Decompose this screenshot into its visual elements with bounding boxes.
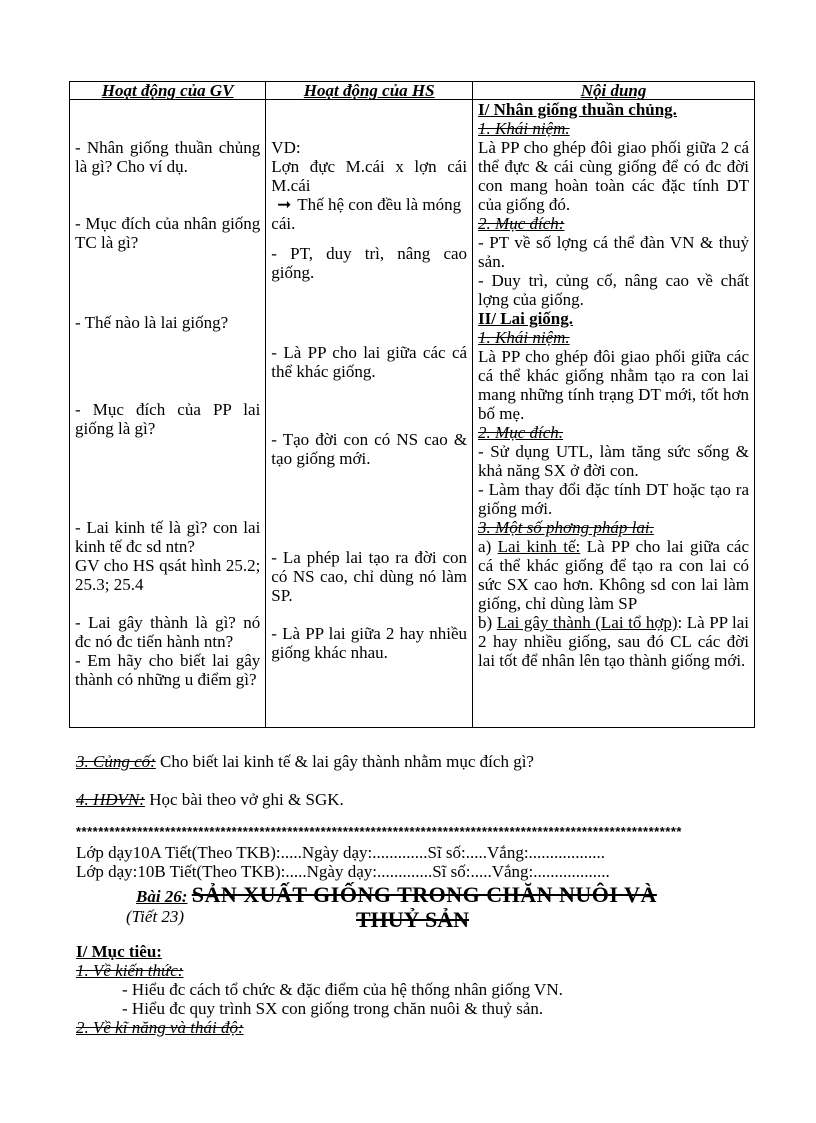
knowledge-item-1: - Hiểu đc cách tổ chức & đặc điểm của hệ thống nhân giống VN. — [122, 980, 563, 999]
hs-vd-line1: Lợn đực M.cái x lợn cái M.cái — [271, 157, 468, 195]
hs-a2: - PT, duy trì, nâng cao giống. — [271, 244, 468, 282]
hs-vd: VD: — [271, 138, 301, 157]
gv-q6: GV cho HS qsát hình 25.2; 25.3; 25.4 — [75, 556, 261, 594]
header-gv: Hoạt động của GV — [70, 82, 266, 100]
nd-section-2-title: II/ Lai giống. — [478, 309, 573, 328]
nd-s2-mucdich: 2. Mục đích. — [478, 423, 564, 442]
nd-s2-khainiem-text: Là PP cho ghép đôi giao phối giữa các cá thể khác giống nhằm tạo ra con lai mang những tính trạng DT mới, tốt hơn bố mẹ. — [478, 347, 749, 423]
lesson-table — [69, 81, 755, 728]
lesson-period: (Tiết 23) — [126, 907, 185, 926]
gv-q7: - Lai gây thành là gì? nó đc nó đc tiến hành ntn? — [75, 613, 261, 651]
table-body-row — [70, 100, 755, 728]
hs-a4: - Tạo đời con có NS cao & tạo giống mới. — [271, 430, 468, 468]
hs-a5: - La phép lai tạo ra đời con có NS cao, chỉ dùng nó làm SP. — [271, 548, 468, 605]
nd-s2-mucdich-1: - Sử dụng UTL, làm tăng sức sống & khả năng SX ở đời con. — [478, 442, 749, 480]
knowledge-item-2: - Hiểu đc quy trình SX con giống trong chăn nuôi & thuỷ sản. — [122, 999, 544, 1018]
knowledge-heading: 1. Về kiến thức: — [76, 961, 184, 980]
gv-q4: - Mục đích của PP lai giống là gì? — [75, 400, 261, 438]
header-nd: Nội dung — [473, 82, 755, 100]
gv-q1: - Nhân giống thuần chủng là gì? Cho ví dụ. — [75, 138, 261, 176]
class-log-10a: Lớp dạy10A Tiết(Theo TKB):.....Ngày dạy:.............Sĩ số:.....Vắng:.................. — [76, 843, 606, 862]
nd-lai-gay-thanh: b) Lai gây thành (Lai tổ hợp): Là PP lai 2 hay nhiều giống, sau đó CL các đời lai tốt để nhân lên tạo thành giống mới. — [478, 613, 749, 670]
hs-a6: - Là PP lai giữa 2 hay nhiều giống khác nhau. — [271, 624, 468, 662]
nd-s2-khainiem: 1. Khái niệm. — [478, 328, 570, 347]
header-hs: Hoạt động của HS — [266, 82, 473, 100]
cungco-line: 3. Củng cố: Cho biết lai kinh tế & lai gây thành nhằm mục đích gì? — [76, 752, 534, 771]
separator-stars: ************************************************************************************************************* — [76, 824, 682, 839]
nd-s1-mucdich-2: - Duy trì, củng cố, nâng cao về chất lợng của giống. — [478, 271, 749, 309]
gv-q2: - Mục đích của nhân giống TC là gì? — [75, 214, 261, 252]
hs-column — [266, 100, 473, 728]
objectives-heading: I/ Mục tiêu: — [76, 942, 162, 961]
arrow-right-icon: ➞ — [277, 195, 292, 214]
lesson-title-line2: THUỶ SẢN — [356, 907, 470, 932]
gv-q5: - Lai kinh tế là gì? con lai kinh tế đc sd ntn? — [75, 518, 261, 556]
nd-column — [473, 100, 755, 728]
nd-s2-phuongphap: 3. Một số phơng pháp lai. — [478, 518, 654, 537]
gv-q8: - Em hãy cho biết lai gây thành có những u điểm gì? — [75, 651, 261, 689]
class-log-10b: Lớp dạy:10B Tiết(Theo TKB):.....Ngày dạy:.............Sĩ số:.....Vắng:.................. — [76, 862, 610, 881]
table-header-row — [70, 82, 755, 100]
nd-s1-khainiem: 1. Khái niệm. — [478, 119, 570, 138]
skills-heading: 2. Về kĩ năng và thái độ: — [76, 1018, 244, 1037]
hs-vd-line2: ➞ Thế hệ con đều là móng cái. — [271, 195, 462, 233]
gv-column — [70, 100, 266, 728]
nd-s2-mucdich-2: - Làm thay đổi đặc tính DT hoặc tạo ra giống mới. — [478, 480, 749, 518]
nd-s1-mucdich-1: - PT về số lợng cá thể đàn VN & thuỷ sản. — [478, 233, 749, 271]
nd-lai-kinh-te: a) Lai kinh tế: Là PP cho lai giữa các cá thể khác giống để tạo ra con lai có sức SX cao hơn. Không sd con lai làm giống, chỉ dùng làm SP — [478, 537, 749, 613]
nd-s1-mucdich: 2. Mục đích: — [478, 214, 565, 233]
lesson-title: Bài 26: SẢN XUẤT GIỐNG TRONG CHĂN NUÔI VÀ — [136, 882, 657, 907]
nd-s1-khainiem-text: Là PP cho ghép đôi giao phối giữa 2 cá thể đực & cái cùng giống để có đc đời con mang hoàn toàn các đặc tính DT của giống đó. — [478, 138, 749, 214]
nd-section-1-title: I/ Nhân giống thuần chủng. — [478, 100, 677, 119]
hdvn-line: 4. HDVN: Học bài theo vở ghi & SGK. — [76, 790, 344, 809]
gv-q3: - Thế nào là lai giống? — [75, 313, 229, 332]
hs-a3: - Là PP cho lai giữa các cá thể khác giống. — [271, 343, 468, 381]
